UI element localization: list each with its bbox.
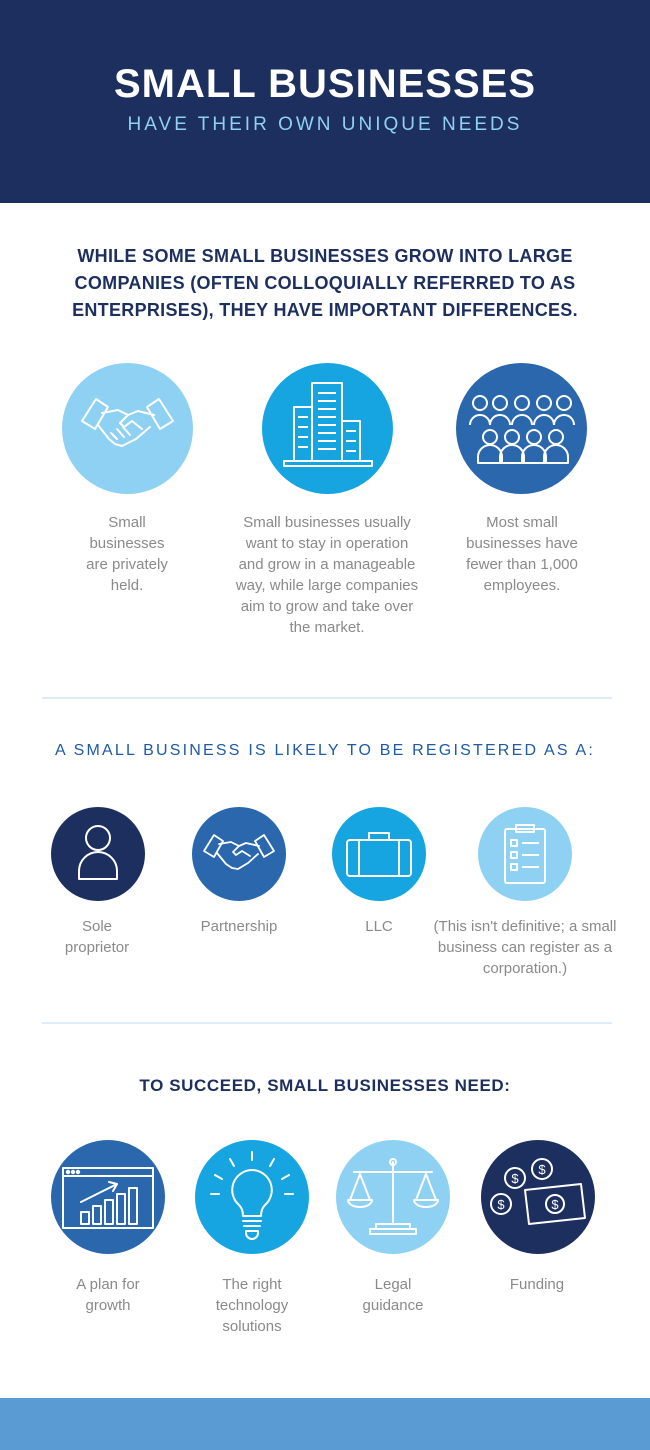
lightbulb-icon — [195, 1140, 309, 1254]
svg-text:$: $ — [551, 1197, 559, 1212]
svg-text:$: $ — [497, 1197, 505, 1212]
header-banner — [0, 0, 650, 203]
needs-heading: TO SUCCEED, SMALL BUSINESSES NEED: — [139, 1076, 511, 1095]
page-title: SMALL BUSINESSES — [114, 62, 536, 106]
briefcase-icon — [332, 807, 426, 901]
registration-caption-llc: LLC — [365, 918, 393, 935]
difference-caption-growth: Small businesses usually want to stay in operation and grow in a manageable way, while large companies aim to grow and take over the market. — [235, 514, 419, 636]
registration-caption-corporation: (This isn't definitive; a small business can register as a corporation.) — [433, 918, 617, 977]
needs-caption-funding: Funding — [509, 1276, 565, 1293]
scales-icon — [336, 1140, 450, 1254]
section-divider — [42, 697, 612, 699]
intro-heading: WHILE SOME SMALL BUSINESSES GROW INTO LARGE COMPANIES (OFTEN COLLOQUIALLY REFERRED TO AS ENTERPRISES), THEY HAVE IMPORTANT DIFFERENCES. — [72, 246, 578, 320]
footer-bar — [0, 1398, 650, 1450]
handshake-icon — [62, 363, 193, 494]
svg-text:$: $ — [538, 1162, 546, 1177]
needs-caption-plan: A plan for growth — [76, 1276, 140, 1314]
people-group-icon — [456, 363, 587, 494]
growth-chart-icon — [51, 1140, 165, 1254]
money-icon — [481, 1140, 595, 1254]
registration-caption-partnership: Partnership — [200, 918, 278, 935]
difference-caption-employees: Most small businesses have fewer than 1,000 employees. — [466, 514, 578, 594]
section-divider — [42, 1022, 612, 1024]
page-subtitle: HAVE THEIR OWN UNIQUE NEEDS — [127, 114, 523, 135]
buildings-icon — [262, 363, 393, 494]
svg-text:$: $ — [511, 1171, 519, 1186]
registration-heading: A SMALL BUSINESS IS LIKELY TO BE REGISTERED AS A: — [55, 742, 595, 759]
registration-caption-sole: Sole proprietor — [64, 918, 130, 956]
needs-caption-legal: Legal guidance — [362, 1276, 424, 1314]
needs-caption-technology: The right technology solutions — [215, 1276, 289, 1335]
difference-caption-private: Small businesses are privately held. — [86, 514, 168, 594]
person-icon — [51, 807, 145, 901]
clipboard-icon — [478, 807, 572, 901]
handshake-icon — [192, 807, 286, 901]
